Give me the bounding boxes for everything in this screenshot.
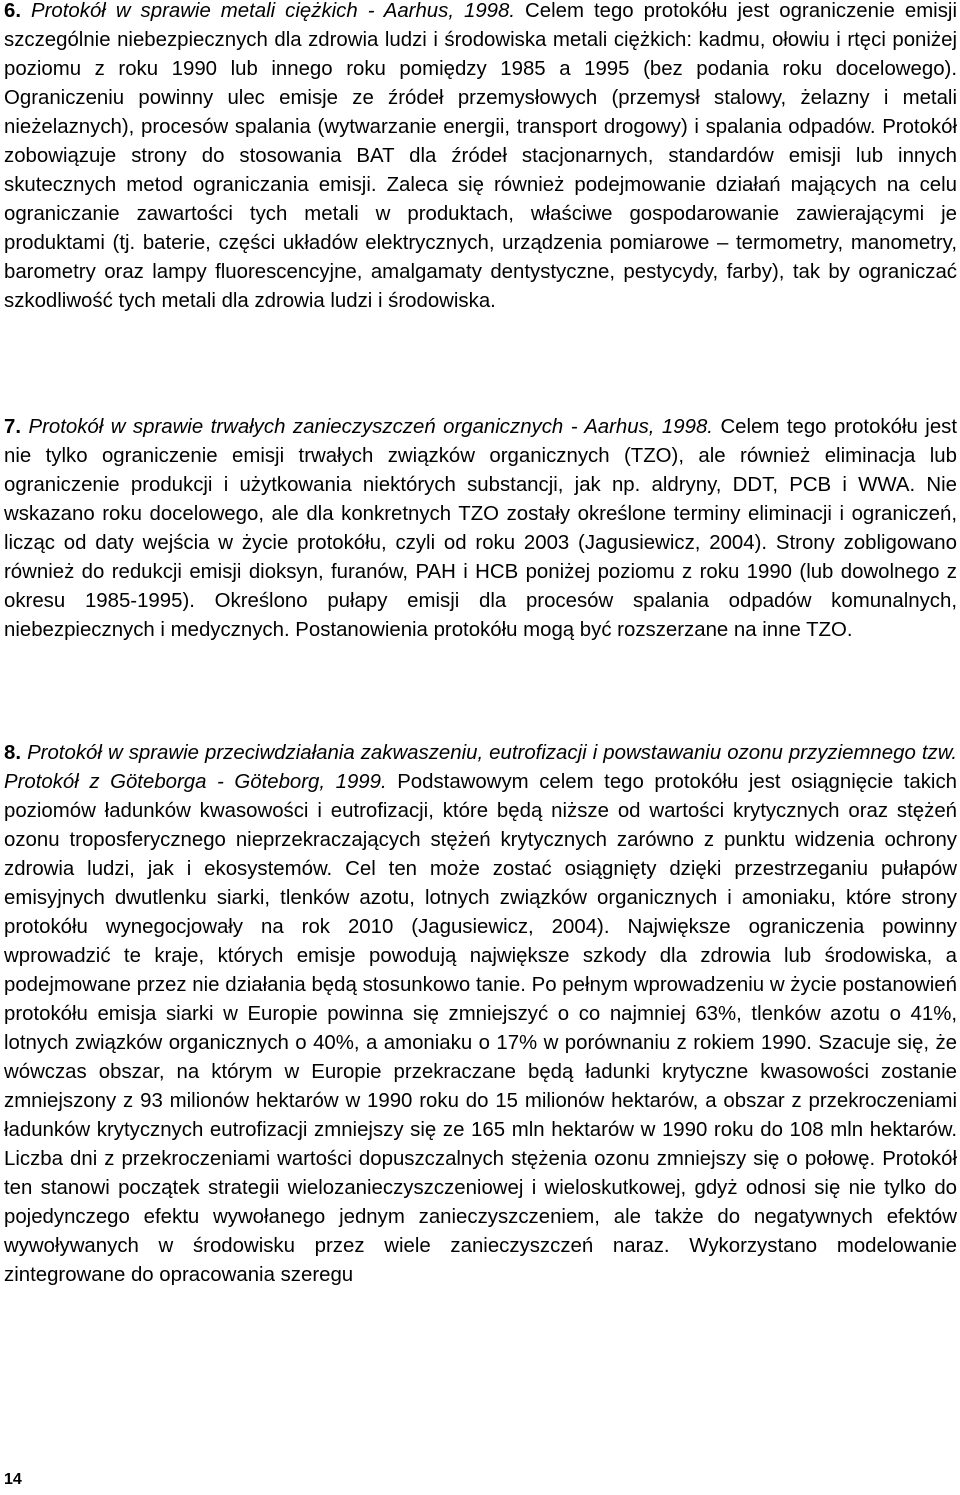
section-body: Celem tego protokółu jest ograniczenie emisji szczególnie niebezpiecznych dla zdrowia ludzi i środowiska metali ciężkich: kadmu, ołowiu i rtęci poniżej poziomu z roku 1990 lub innego roku pomiędzy 1985 a 1995 (bez podania roku docelowego). Ograniczeniu powinny ulec emisje ze źródeł przemysłowych (przemysł stalowy, żelazny i metali nieżelaznych), procesów spalania (wytwarzanie energii, transport drogowy) i spalania odpadów. Protokół zobowiązuje strony do stosowania BAT dla źródeł stacjonarnych, standardów emisji lub innych skutecznych metod ograniczania emisji. Zaleca się również podejmowanie działań mających na celu ograniczanie zawartości tych metali w produktach, właściwe gospodarowanie zawierającymi je produktami (tj. baterie, części układów elektrycznych, urządzenia pomiarowe – termometry, manometry, barometry oraz lampy fluorescencyjne, amalgamaty dentystyczne, pestycydy, farby), tak by ograniczać szkodliwość tych metali dla zdrowia ludzi i środowiska. bbox=[4, 0, 957, 312]
section-6-paragraph bbox=[4, 0, 957, 316]
page-number: 14 bbox=[4, 1471, 22, 1488]
section-number: 6. bbox=[4, 0, 22, 22]
section-8-paragraph bbox=[4, 739, 957, 1290]
section-body: Celem tego protokółu jest nie tylko ograniczenie emisji trwałych związków organicznych (TZO), ale również eliminacja lub ograniczenie produkcji i użytkowania niektórych substancji, jak np. aldryny, DDT, PCB i WWA. Nie wskazano roku docelowego, ale dla konkretnych TZO zostały określone terminy eliminacji i ograniczeń, licząc od daty wejścia w życie protokółu, czyli od roku 2003 (Jagusiewicz, 2004). Strony zobligowano również do redukcji emisji dioksyn, furanów, PAH i HCB poniżej poziomu z roku 1990 (lub dowolnego z okresu 1985-1995). Określono pułapy emisji dla procesów spalania odpadów komunalnych, niebezpiecznych i medycznych. Postanowienia protokółu mogą być rozszerzane na inne TZO. bbox=[4, 416, 958, 641]
section-body: Podstawowym celem tego protokółu jest osiągnięcie takich poziomów ładunków kwasowości i eutrofizacji, które będą niższe od wartości krytycznych oraz stężeń ozonu troposferycznego nieprzekraczających stężeń krytycznych zarówno z punktu widzenia ochrony zdrowia ludzi, jak i ekosystemów. Cel ten może zostać osiągnięty dzięki przestrzeganiu pułapów emisyjnych dwutlenku siarki, tlenków azotu, lotnych związków organicznych i amoniaku, które strony protokółu wynegocjowały na rok 2010 (Jagusiewicz, 2004). Największe ograniczenia powinny wprowadzić te kraje, których emisje powodują największe szkody dla zdrowia lub środowiska, a podejmowane przez nie działania będą stosunkowo tanie. Po pełnym wprowadzeniu w życie postanowień protokółu emisja siarki w Europie powinna się zmniejszyć o co najmniej 63%, tlenków azotu o 41%, lotnych związków organicznych o 40%, a amoniaku o 17% w porównaniu z rokiem 1990. Szacuje się, że wówczas obszar, na którym w Europie przekraczane będą ładunki krytyczne kwasowości zostanie zmniejszony z 93 milionów hektarów w 1990 roku do 15 milionów hektarów, a obszar z przekroczeniami ładunków krytycznych eutrofizacji zmniejszy się ze 165 mln hektarów w 1990 roku do 108 mln hektarów. Liczba dni z przekroczeniami wartości dopuszczalnych stężenia ozonu zmniejszy się o połowę. Protokół ten stanowi początek strategii wielozanieczyszczeniowej i wieloskutkowej, gdyż odnosi się nie tylko do pojedynczego efektu wywołanego jednym zanieczyszczeniem, ale także do negatywnych efektów wywoływanych w środowisku przez wiele zanieczyszczeń naraz. Wykorzystano modelowanie zintegrowane do opracowania szeregu bbox=[4, 771, 957, 1286]
section-title: Protokół w sprawie trwałych zanieczyszczeń organicznych - Aarhus, 1998. bbox=[28, 416, 713, 438]
section-number: 7. bbox=[4, 416, 22, 438]
section-number: 8. bbox=[4, 742, 22, 764]
section-title: Protokół w sprawie przeciwdziałania zakwaszeniu, eutrofizacji i powstawaniu ozonu przyziemnego tzw. Protokół z Göteborga - Göteborg, 1999. bbox=[4, 742, 957, 793]
section-title: Protokół w sprawie metali ciężkich - Aarhus, 1998. bbox=[31, 0, 516, 22]
section-7-paragraph bbox=[4, 413, 957, 645]
